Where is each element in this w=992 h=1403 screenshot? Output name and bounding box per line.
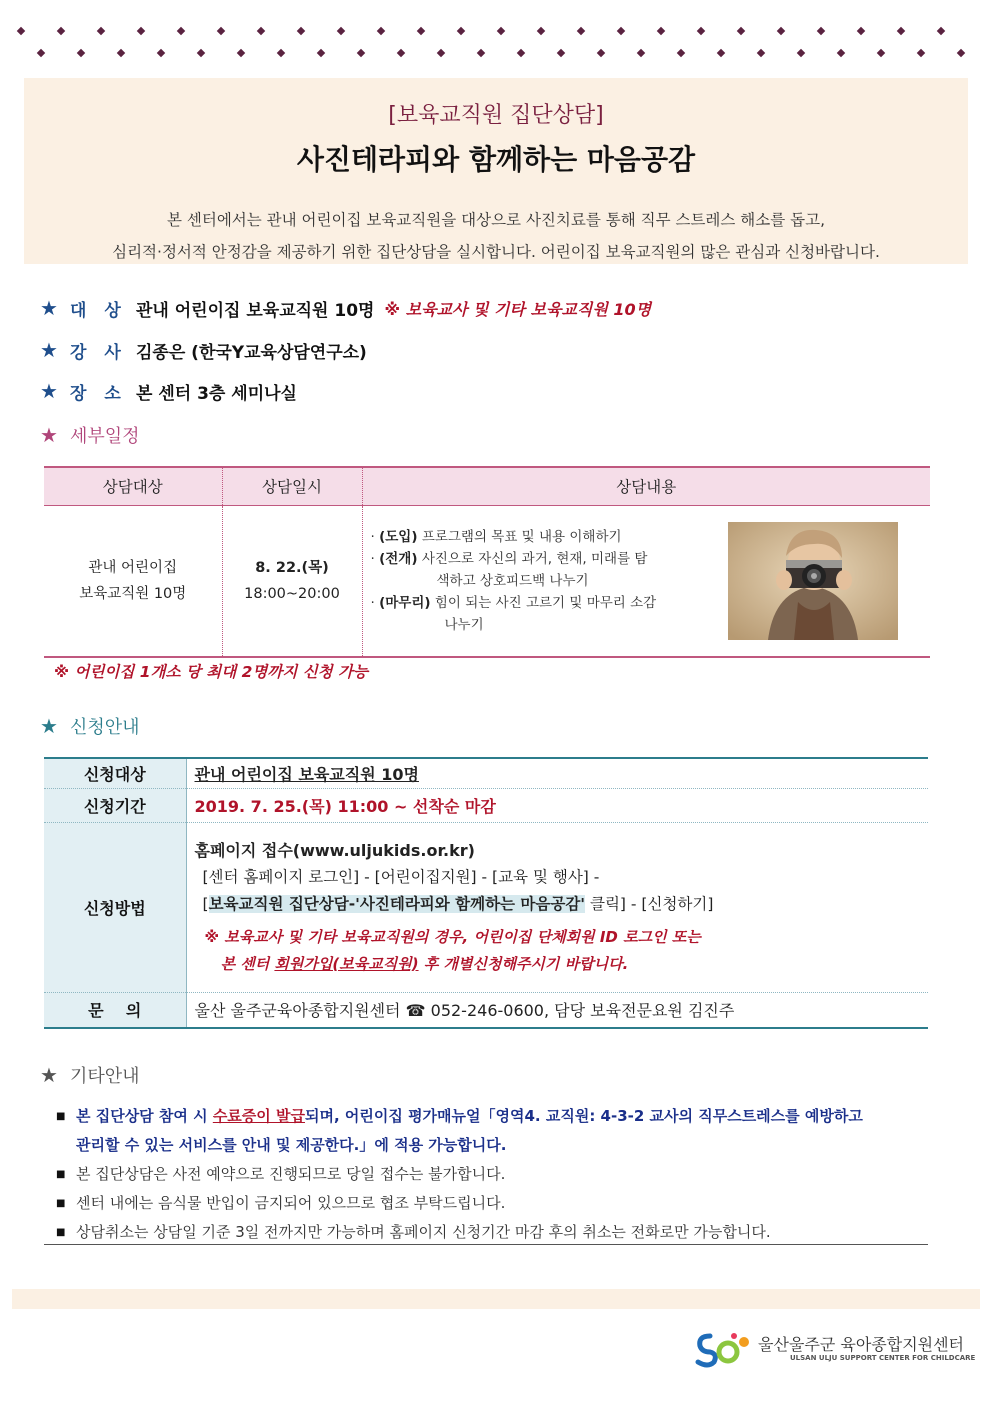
lecturer-value: 김종은 (한국Y교육상담연구소) xyxy=(136,342,367,363)
center-logo xyxy=(694,1330,984,1370)
intro-line: 심리적·정서적 안정감을 제공하기 위한 집단상담을 실시합니다. 어린이집 보육교직원의 많은 관심과 신청바랍니다. xyxy=(112,243,880,261)
etc-heading-text: 기타안내 xyxy=(70,1066,140,1087)
list-item: · (전개) 사진으로 자신의 과거, 현재, 미래를 탐 색하고 상호피드백 나누기 xyxy=(370,550,648,589)
place-label: 장 소 xyxy=(70,383,127,404)
page-title: 사진테라피와 함께하는 마음공감 xyxy=(296,143,696,176)
apply-contact-value: 울산 울주군육아종합지원센터 ☎ 052-246-0600, 담당 보육전문요원 김진주 xyxy=(186,992,928,1028)
schedule-date: 8. 22.(목) xyxy=(255,559,329,576)
header-intro xyxy=(24,204,968,268)
row-label: 신청기간 xyxy=(44,788,186,822)
header-subtitle: [보육교직원 집단상담] xyxy=(388,103,604,128)
apply-heading xyxy=(40,711,140,741)
method-note: ※ 보육교사 및 기타 보육교직원의 경우, 어린이집 단체회원 ID 로그인 또는 xyxy=(204,927,701,946)
target-label: 대 상 xyxy=(70,300,127,321)
schedule-target-cell xyxy=(44,505,222,657)
list-item: ■ 본 집단상담은 사전 예약으로 진행되므로 당일 접수는 불가합니다. xyxy=(56,1160,936,1189)
etc-heading xyxy=(40,1060,140,1090)
phone-icon: ☎ xyxy=(405,1001,426,1021)
method-note: 본 센터 회원가입(보육교직원) 후 개별신청해주시기 바랍니다. xyxy=(220,954,629,973)
star-icon: ★ xyxy=(40,423,58,447)
apply-period-value: 2019. 7. 25.(목) 11:00 ~ 선착순 마감 xyxy=(186,788,928,822)
schedule-note: ※ 어린이집 1개소 당 최대 2명까지 신청 가능 xyxy=(54,663,368,681)
schedule-target-line: 관내 어린이집 xyxy=(88,559,178,576)
star-icon: ★ xyxy=(40,338,58,362)
org-name: 울산울주군 육아종합지원센터 xyxy=(758,1335,965,1354)
logo-mark-icon xyxy=(694,1330,752,1368)
row-label: 문 의 xyxy=(44,992,186,1028)
org-name-en: ULSAN ULJU SUPPORT CENTER FOR CHILDCARE xyxy=(790,1354,976,1362)
schedule-date-cell xyxy=(222,505,362,657)
star-icon: ★ xyxy=(40,714,58,738)
homepage-link[interactable]: 홈페이지 접수(www.uljukids.or.kr) xyxy=(194,840,475,860)
col-header: 상담내용 xyxy=(362,467,930,505)
target-note: ※ 보육교사 및 기타 보육교직원 10명 xyxy=(384,299,652,319)
list-item: ■ 본 집단상담 참여 시 수료증이 발급되며, 어린이집 평가매뉴얼「영역4. 교직원: 4-3-2 교사의 직무스트레스를 예방하고 관리할 수 있는 서비스를 안내 및 제공한다.」에 적용 가능합니다. xyxy=(56,1102,936,1160)
apply-method-cell xyxy=(186,822,928,992)
intro-line: 본 센터에서는 관내 어린이집 보육교직원을 대상으로 사진치료를 통해 직무 스트레스 해소를 돕고, xyxy=(166,211,826,229)
apply-heading-text: 신청안내 xyxy=(70,717,140,738)
info-place xyxy=(40,376,297,406)
schedule-heading-text: 세부일정 xyxy=(70,426,140,447)
info-target xyxy=(40,293,651,323)
footer-band xyxy=(12,1289,980,1309)
row-label: 신청대상 xyxy=(44,758,186,788)
lecturer-label: 강 사 xyxy=(70,342,127,363)
schedule-time: 18:00~20:00 xyxy=(244,585,340,602)
schedule-target-line: 보육교직원 10명 xyxy=(79,585,187,602)
divider xyxy=(44,1244,928,1245)
apply-target-value: 관내 어린이집 보육교직원 10명 xyxy=(186,758,928,788)
child-camera-photo xyxy=(728,522,898,640)
etc-list xyxy=(56,1102,936,1247)
row-label: 신청방법 xyxy=(44,822,186,992)
info-lecturer xyxy=(40,335,367,365)
list-item: · (마무리) 힘이 되는 사진 고르기 및 마무리 소감 나누기 xyxy=(370,594,657,633)
apply-table xyxy=(44,757,928,1029)
method-path: [보육교직원 집단상담-'사진테라피와 함께하는 마음공감' 클릭] - [신청하기] xyxy=(202,894,714,913)
col-header: 상담일시 xyxy=(222,467,362,505)
list-item: ■ 상담취소는 상담일 기준 3일 전까지만 가능하며 홈페이지 신청기간 마감 후의 취소는 전화로만 가능합니다. xyxy=(56,1218,936,1247)
decorative-dots xyxy=(0,22,992,62)
col-header: 상담대상 xyxy=(44,467,222,505)
star-icon: ★ xyxy=(40,1063,58,1087)
star-icon: ★ xyxy=(40,379,58,403)
target-value: 관내 어린이집 보육교직원 10명 xyxy=(136,300,375,321)
schedule-heading xyxy=(40,420,140,450)
header-box xyxy=(24,78,968,264)
star-icon: ★ xyxy=(40,296,58,320)
method-path: [센터 홈페이지 로그인] - [어린이집지원] - [교육 및 행사] - xyxy=(202,867,600,886)
list-item: ■ 센터 내에는 음식물 반입이 금지되어 있으므로 협조 부탁드립니다. xyxy=(56,1189,936,1218)
place-value: 본 센터 3층 세미나실 xyxy=(136,383,297,404)
list-item: · (도입) 프로그램의 목표 및 내용 이해하기 xyxy=(370,528,622,545)
